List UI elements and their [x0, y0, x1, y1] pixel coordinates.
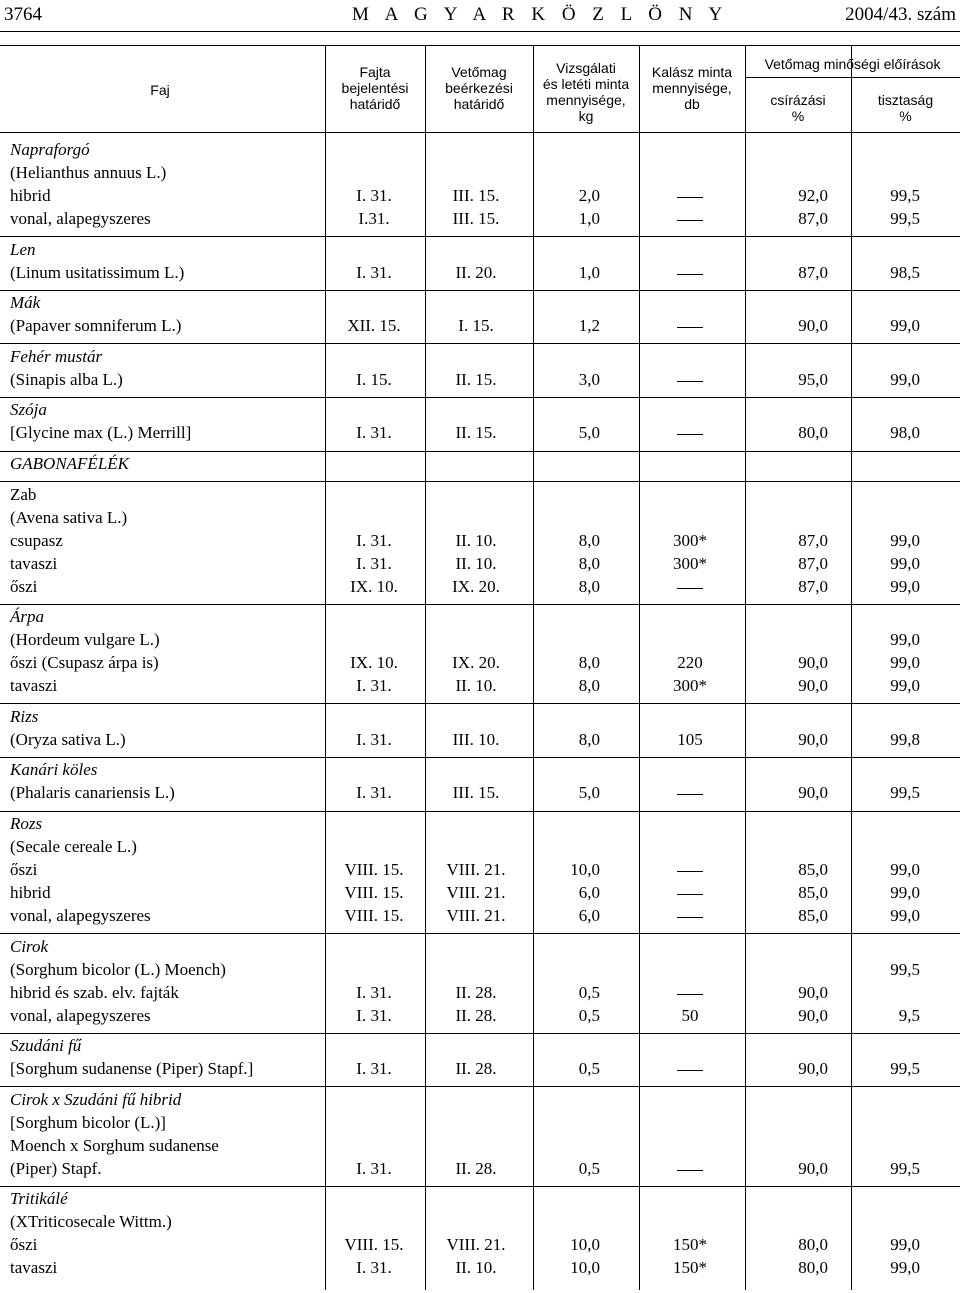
group-separator: [0, 481, 960, 482]
dash-mark: [677, 917, 703, 918]
table-cell: 90,0: [798, 653, 828, 673]
row-label: Zab: [10, 484, 37, 504]
table-cell: I. 31.: [356, 423, 392, 443]
row-label: Len: [10, 239, 36, 259]
table-cell: II. 10.: [455, 530, 497, 550]
table-cell: 99,5: [890, 1158, 920, 1178]
page-number: 3764: [4, 4, 42, 25]
table-cell: 10,0: [570, 860, 600, 879]
dash-mark: [677, 588, 703, 589]
table-cell: 1,0: [578, 209, 600, 228]
row-label: hibrid: [10, 883, 51, 902]
row-label: hibrid és szab. elv. fajták: [10, 982, 179, 1002]
table-cell: 99,5: [890, 209, 920, 228]
header-sub-line: [745, 77, 960, 78]
table-cell: II. 28.: [455, 1059, 497, 1079]
table-cell: IX. 10.: [350, 653, 398, 673]
row-label: (Linum usitatissimum L.): [10, 262, 185, 282]
table-cell: 3,0: [578, 369, 600, 389]
table-cell: I. 15.: [356, 369, 392, 389]
row-label: vonal, alapegyszeres: [10, 1005, 151, 1025]
table-cell: 0,5: [578, 1059, 600, 1079]
table-cell: I. 31.: [356, 262, 392, 282]
row-label: (Sinapis alba L.): [10, 369, 123, 389]
table-cell: 99,0: [890, 906, 920, 925]
group-separator: [0, 1086, 960, 1087]
row-label: őszi: [10, 1235, 38, 1255]
table-cell: I. 31.: [356, 783, 392, 803]
table-cell: II. 10.: [455, 676, 497, 696]
row-label: Napraforgó: [10, 140, 90, 159]
table-cell: 98,5: [890, 262, 920, 282]
table-cell: II. 28.: [455, 1005, 497, 1025]
table-cell: 99,0: [890, 530, 920, 550]
row-label: őszi: [10, 860, 38, 879]
row-label: őszi: [10, 576, 38, 596]
table-cell: I. 31.: [356, 1258, 392, 1278]
table-cell: 92,0: [798, 186, 828, 205]
journal-title: M A G Y A R K Ö Z L Ö N Y: [352, 4, 729, 25]
group-separator: [0, 1033, 960, 1034]
table-cell: VIII. 21.: [446, 906, 506, 925]
row-label: Tritikálé: [10, 1189, 68, 1209]
table-cell: VIII. 21.: [446, 1235, 506, 1255]
row-label: (XTriticosecale Wittm.): [10, 1212, 172, 1232]
issue-number: 2004/43. szám: [845, 4, 956, 25]
table-cell: I. 31.: [356, 729, 392, 749]
row-label: [Sorghum bicolor (L.)]: [10, 1112, 166, 1132]
table-cell: 300*: [673, 676, 707, 696]
column-divider: [745, 45, 746, 1290]
table-cell: IX. 20.: [452, 576, 500, 596]
row-label: Rozs: [10, 814, 43, 833]
table-cell: 105: [677, 729, 703, 749]
table-cell: 0,5: [578, 1158, 600, 1178]
table-cell: 10,0: [570, 1258, 600, 1278]
row-label: tavaszi: [10, 676, 58, 696]
dash-mark: [677, 1170, 703, 1171]
table-cell: 99,0: [890, 1258, 920, 1278]
row-label: (Sorghum bicolor (L.) Moench): [10, 959, 226, 979]
row-label: (Oryza sativa L.): [10, 729, 126, 749]
dash-mark: [677, 381, 703, 382]
table-cell: 99,0: [890, 676, 920, 696]
row-label: [Glycine max (L.) Merrill]: [10, 423, 192, 443]
table-cell: 9,5: [898, 1005, 920, 1025]
header-bottom-line: [0, 132, 960, 133]
table-cell: 5,0: [578, 783, 600, 803]
table-cell: I. 15.: [458, 316, 494, 336]
group-separator: [0, 343, 960, 344]
table-cell: VIII. 21.: [446, 883, 506, 902]
table-cell: 0,5: [578, 982, 600, 1002]
table-cell: 98,0: [890, 423, 920, 443]
table-cell: 90,0: [798, 316, 828, 336]
row-label: tavaszi: [10, 553, 58, 573]
table-cell: IX. 10.: [350, 576, 398, 596]
table-cell: XII. 15.: [347, 316, 401, 336]
group-separator: [0, 703, 960, 704]
table-cell: 87,0: [798, 262, 828, 282]
row-label: őszi (Csupasz árpa is): [10, 653, 159, 673]
table-cell: 90,0: [798, 729, 828, 749]
col-vizsgalati: Vizsgálati és letéti minta mennyisége, kg: [542, 60, 630, 124]
table-cell: 99,0: [890, 369, 920, 389]
dash-mark: [677, 197, 703, 198]
table-cell: 99,0: [890, 553, 920, 573]
dash-mark: [677, 274, 703, 275]
row-label: GABONAFÉLÉK: [10, 454, 129, 473]
table-cell: 5,0: [578, 423, 600, 443]
group-separator: [0, 1186, 960, 1187]
table-cell: 87,0: [798, 553, 828, 573]
table-cell: 150*: [673, 1235, 707, 1255]
row-label: Moench x Sorghum sudanense: [10, 1135, 219, 1155]
table-cell: I. 31.: [356, 553, 392, 573]
table-cell: II. 20.: [455, 262, 497, 282]
table-cell: VIII. 15.: [344, 906, 404, 925]
col-minosegi: Vetőmag minőségi előírások: [764, 56, 941, 72]
table-cell: III. 15.: [452, 783, 500, 803]
group-separator: [0, 236, 960, 237]
table-cell: VIII. 15.: [344, 883, 404, 902]
table-cell: II. 28.: [455, 982, 497, 1002]
table-cell: 99,0: [890, 576, 920, 596]
row-label: hibrid: [10, 186, 51, 205]
table-cell: 6,0: [578, 883, 600, 902]
row-label: vonal, alapegyszeres: [10, 906, 151, 925]
table-cell: 87,0: [798, 209, 828, 228]
dash-mark: [677, 434, 703, 435]
table-cell: II. 10.: [455, 1258, 497, 1278]
table-cell: 99,0: [890, 1235, 920, 1255]
table-cell: 99,5: [890, 783, 920, 803]
table-cell: I. 31.: [356, 982, 392, 1002]
col-vetomag: Vetőmag beérkezési határidő: [445, 64, 513, 112]
group-separator: [0, 397, 960, 398]
table-cell: II. 15.: [455, 423, 497, 443]
col-fajta: Fajta bejelentési határidő: [341, 64, 409, 112]
group-separator: [0, 757, 960, 758]
table-cell: 99,0: [890, 653, 920, 673]
row-label: (Hordeum vulgare L.): [10, 630, 160, 650]
dash-mark: [677, 871, 703, 872]
row-label: (Helianthus annuus L.): [10, 163, 167, 182]
table-cell: 85,0: [798, 860, 828, 879]
table-cell: 90,0: [798, 1059, 828, 1079]
dash-mark: [677, 794, 703, 795]
table-cell: 99,0: [890, 883, 920, 902]
table-cell: 8,0: [578, 530, 600, 550]
col-faj: Faj: [150, 82, 170, 98]
table-cell: 2,0: [578, 186, 600, 205]
row-label: vonal, alapegyszeres: [10, 209, 151, 228]
table-cell: 85,0: [798, 883, 828, 902]
table-cell: 8,0: [578, 729, 600, 749]
row-label: Mák: [10, 293, 41, 313]
row-label: Szója: [10, 400, 47, 420]
table-cell: 90,0: [798, 982, 828, 1002]
table-cell: 95,0: [798, 369, 828, 389]
row-label: Cirok: [10, 936, 49, 956]
header-rule: [0, 31, 960, 32]
group-separator: [0, 933, 960, 934]
row-label: (Piper) Stapf.: [10, 1158, 102, 1178]
table-cell: 8,0: [578, 653, 600, 673]
table-cell: I.31.: [358, 209, 390, 228]
row-label: Cirok x Szudáni fű hibrid: [10, 1089, 182, 1109]
table-cell: 6,0: [578, 906, 600, 925]
group-separator: [0, 290, 960, 291]
table-cell: 99,0: [890, 630, 920, 650]
table-cell: 10,0: [570, 1235, 600, 1255]
table-cell: 99,8: [890, 729, 920, 749]
row-label: (Papaver somniferum L.): [10, 316, 182, 336]
row-label: Fehér mustár: [10, 346, 103, 366]
table-cell: 80,0: [798, 1258, 828, 1278]
table-cell: 85,0: [798, 906, 828, 925]
group-separator: [0, 451, 960, 452]
table-cell: VIII. 15.: [344, 1235, 404, 1255]
table-cell: I. 31.: [356, 1005, 392, 1025]
table-cell: 220: [677, 653, 703, 673]
row-label: Árpa: [10, 607, 44, 627]
table-cell: VIII. 21.: [446, 860, 506, 879]
table-cell: 50: [681, 1005, 699, 1025]
group-separator: [0, 811, 960, 812]
dash-mark: [677, 327, 703, 328]
table-cell: 90,0: [798, 1005, 828, 1025]
table-cell: 90,0: [798, 1158, 828, 1178]
table-cell: 90,0: [798, 783, 828, 803]
table-cell: I. 31.: [356, 1158, 392, 1178]
table-cell: 99,0: [890, 860, 920, 879]
table-cell: VIII. 15.: [344, 860, 404, 879]
table-cell: 99,5: [890, 1059, 920, 1079]
header-top-line: [0, 45, 960, 46]
table-cell: I. 31.: [356, 530, 392, 550]
row-label: [Sorghum sudanense (Piper) Stapf.]: [10, 1059, 254, 1079]
col-kalasz: Kalász minta mennyisége, db: [651, 64, 733, 112]
table-cell: 0,5: [578, 1005, 600, 1025]
table-cell: 1,0: [578, 262, 600, 282]
row-label: (Secale cereale L.): [10, 837, 137, 856]
col-csirazasi: csírázási %: [770, 92, 826, 124]
row-label: (Avena sativa L.): [10, 507, 128, 527]
table-cell: 99,5: [890, 959, 920, 979]
table-cell: 99,5: [890, 186, 920, 205]
table-cell: 300*: [673, 530, 707, 550]
dash-mark: [677, 894, 703, 895]
table-cell: 99,0: [890, 316, 920, 336]
table-cell: 8,0: [578, 676, 600, 696]
table-cell: 80,0: [798, 1235, 828, 1255]
table-cell: III. 15.: [452, 209, 500, 228]
dash-mark: [677, 220, 703, 221]
table-cell: II. 15.: [455, 369, 497, 389]
table-cell: 90,0: [798, 676, 828, 696]
row-label: tavaszi: [10, 1258, 58, 1278]
table-cell: 150*: [673, 1258, 707, 1278]
group-separator: [0, 604, 960, 605]
row-label: Rizs: [10, 706, 39, 726]
table-cell: I. 31.: [356, 676, 392, 696]
table-cell: 1,2: [578, 316, 600, 336]
table-cell: 300*: [673, 553, 707, 573]
table-cell: II. 28.: [455, 1158, 497, 1178]
col-tisztasag: tisztaság %: [877, 92, 934, 124]
row-label: Kanári köles: [10, 760, 98, 780]
table-cell: 87,0: [798, 576, 828, 596]
row-label: csupasz: [10, 530, 63, 550]
table-cell: 8,0: [578, 576, 600, 596]
page-header: [0, 0, 960, 30]
table-cell: II. 10.: [455, 553, 497, 573]
table-cell: 80,0: [798, 423, 828, 443]
row-label: Szudáni fű: [10, 1036, 82, 1056]
table-cell: I. 31.: [356, 186, 392, 205]
table-cell: III. 10.: [452, 729, 500, 749]
row-label: (Phalaris canariensis L.): [10, 783, 175, 803]
table-cell: 87,0: [798, 530, 828, 550]
table-cell: III. 15.: [452, 186, 500, 205]
table-cell: 8,0: [578, 553, 600, 573]
table-cell: IX. 20.: [452, 653, 500, 673]
dash-mark: [677, 994, 703, 995]
table-cell: I. 31.: [356, 1059, 392, 1079]
dash-mark: [677, 1070, 703, 1071]
